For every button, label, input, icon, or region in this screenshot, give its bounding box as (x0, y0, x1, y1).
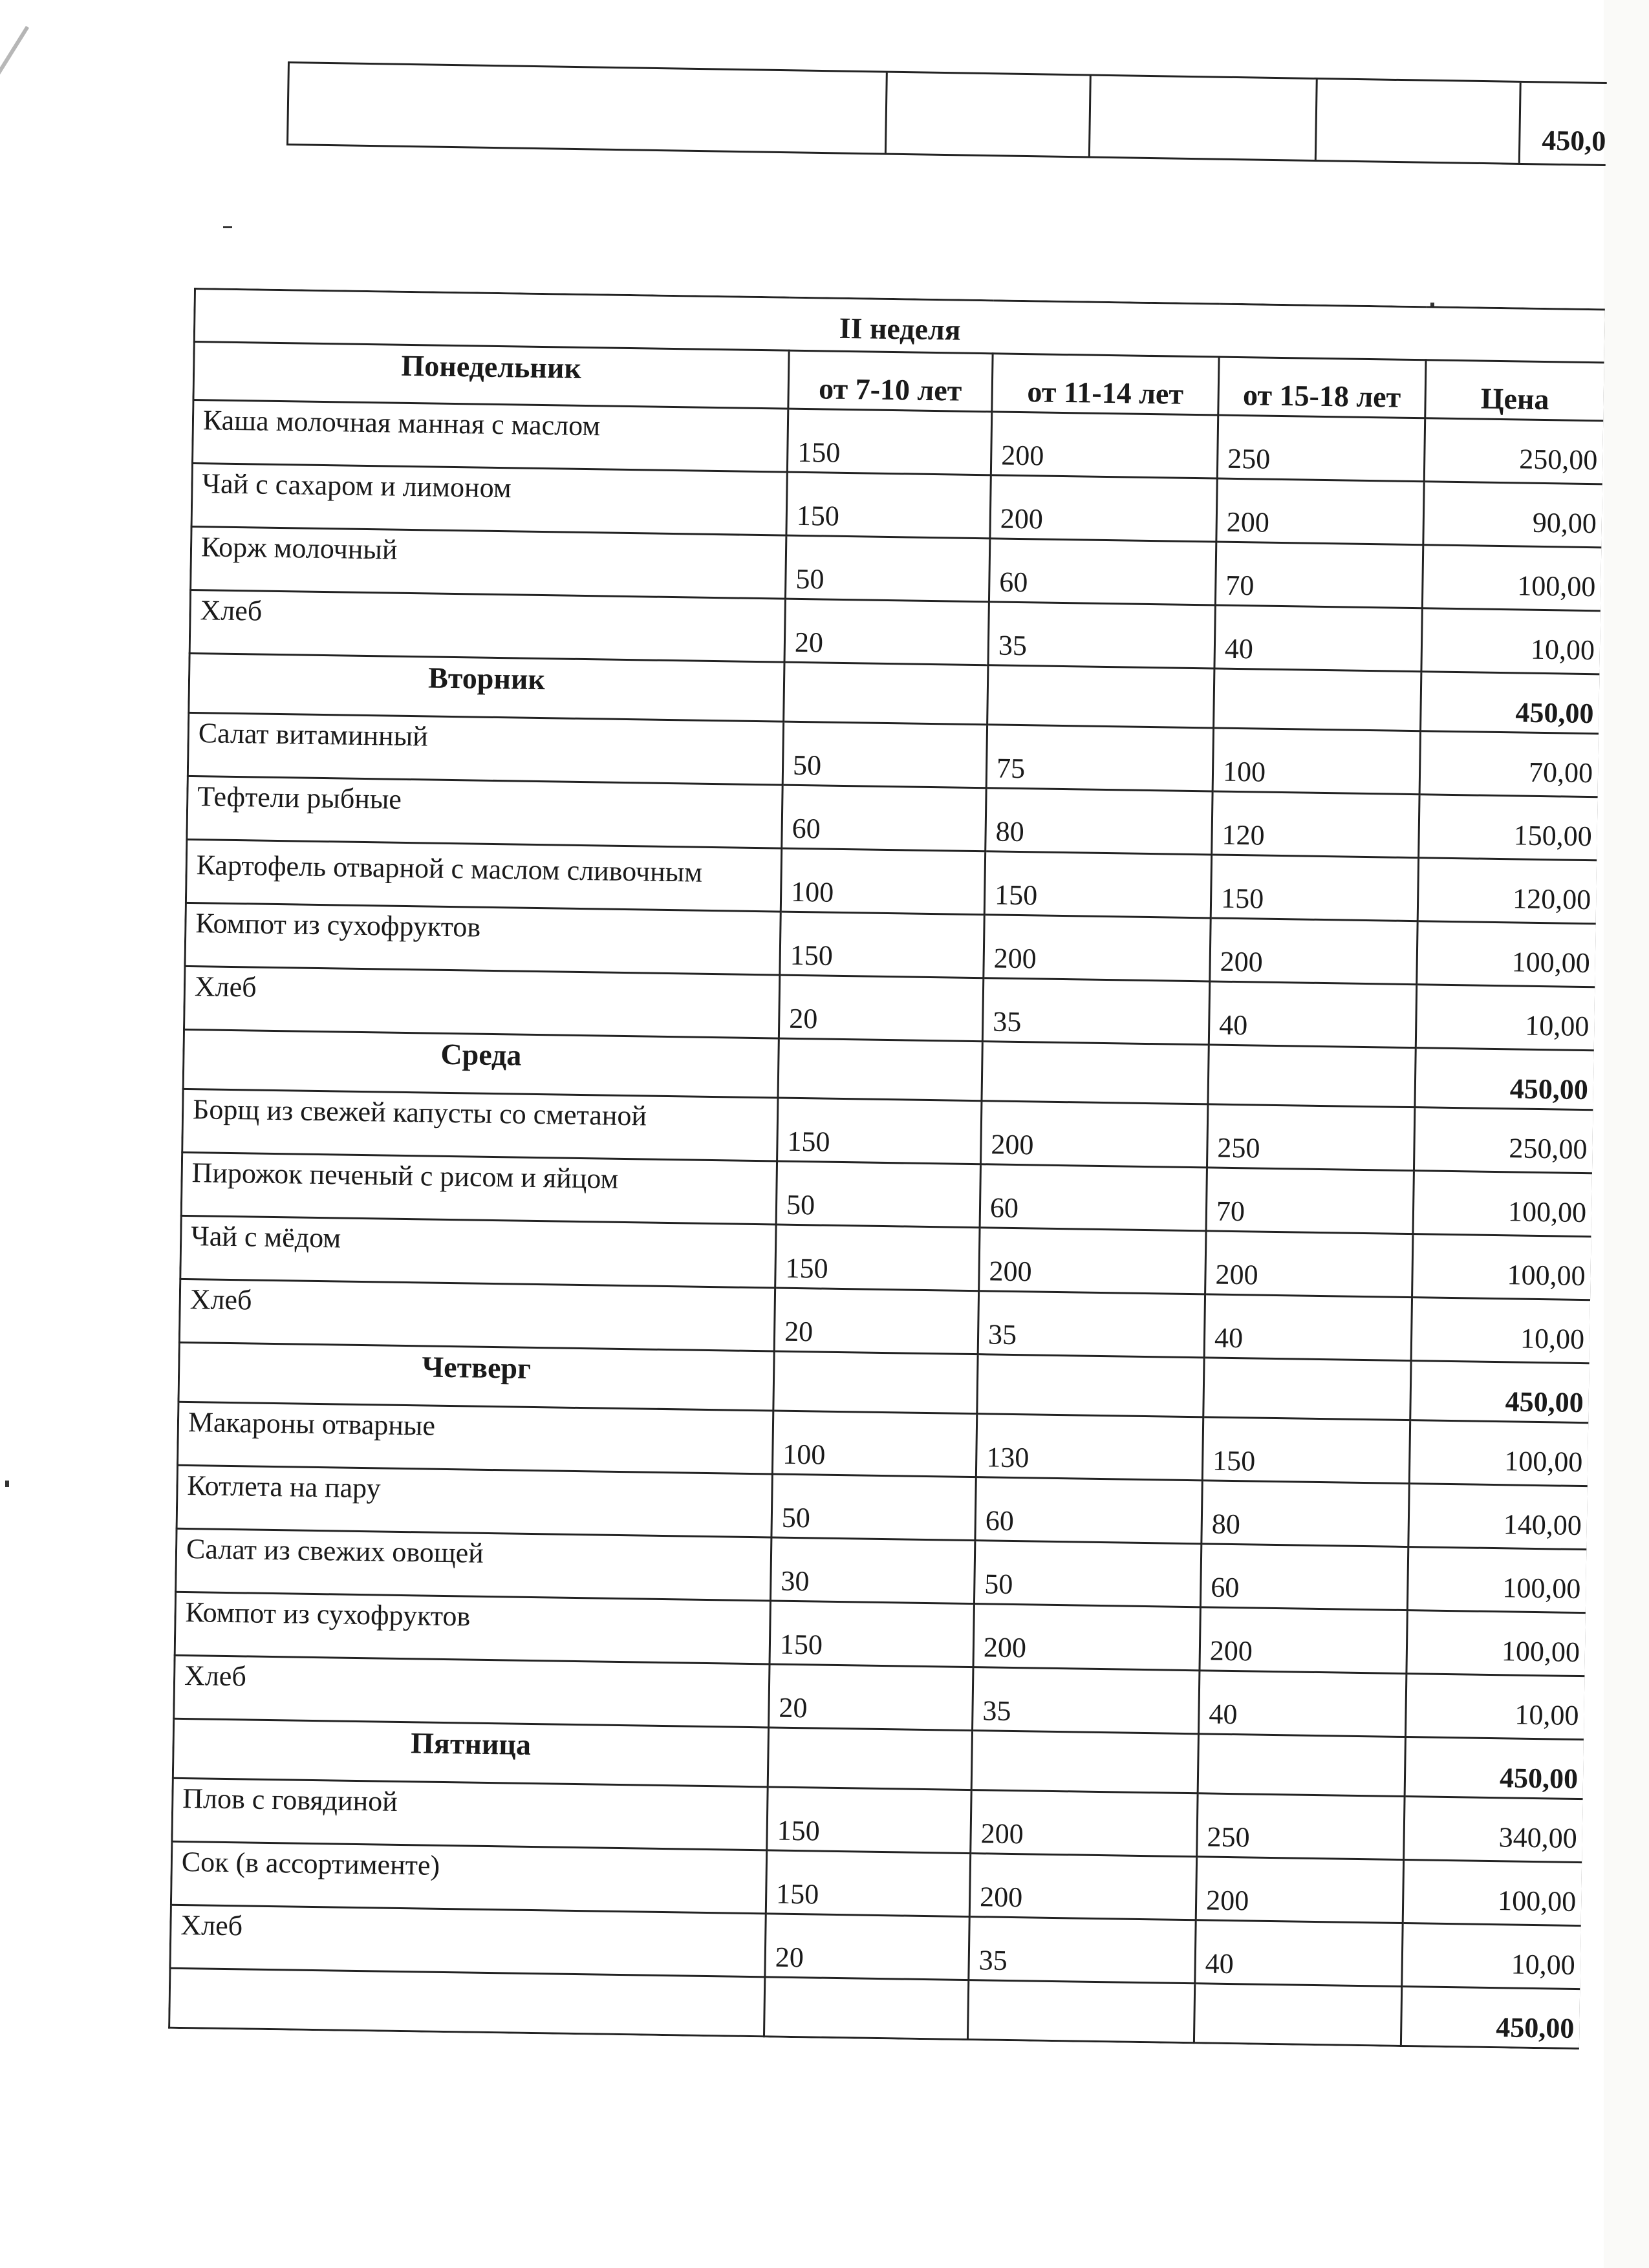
item-price: 100,00 (1403, 1860, 1582, 1926)
portion-15-18: 80 (1202, 1481, 1409, 1547)
portion-11-14: 200 (990, 475, 1217, 542)
portion-15-18: 250 (1217, 415, 1425, 482)
item-price: 100,00 (1422, 545, 1602, 611)
portion-7-10: 50 (771, 1474, 976, 1541)
portion-7-10: 50 (776, 1161, 980, 1228)
dish-name: Чай с мёдом (180, 1215, 776, 1288)
portion-15-18: 70 (1215, 542, 1423, 608)
empty-cell (773, 1351, 978, 1414)
portion-15-18: 200 (1210, 918, 1417, 985)
item-price: 10,00 (1421, 608, 1601, 674)
scan-speck (223, 226, 232, 228)
portion-11-14: 60 (980, 1164, 1207, 1231)
portion-15-18: 200 (1200, 1607, 1407, 1674)
portion-15-18: 40 (1214, 605, 1422, 672)
portion-11-14: 35 (978, 1291, 1205, 1358)
portion-15-18: 200 (1205, 1231, 1413, 1298)
portion-7-10: 20 (774, 1288, 978, 1354)
day-total: 450,00 (1405, 1737, 1584, 1799)
item-price: 150,00 (1419, 795, 1599, 861)
portion-15-18: 150 (1202, 1417, 1410, 1484)
empty-cell (1194, 1984, 1401, 2046)
portion-11-14: 200 (969, 1854, 1196, 1920)
dish-name: Каша молочная манная с маслом (192, 400, 788, 473)
portion-15-18: 250 (1207, 1104, 1414, 1171)
item-price: 10,00 (1402, 1923, 1582, 1989)
day-name: Четверг (178, 1342, 774, 1411)
portion-11-14: 200 (991, 412, 1218, 478)
item-price: 100,00 (1407, 1547, 1587, 1613)
portion-7-10: 20 (765, 1914, 969, 1980)
item-price: 140,00 (1408, 1484, 1588, 1550)
fragment-cell (1090, 76, 1318, 160)
portion-11-14: 35 (988, 602, 1215, 669)
portion-7-10: 30 (770, 1537, 975, 1604)
portion-7-10: 60 (782, 785, 986, 851)
portion-15-18: 40 (1195, 1920, 1403, 1987)
portion-7-10: 150 (767, 1787, 971, 1854)
empty-cell (778, 1038, 982, 1101)
dish-name: Хлеб (174, 1655, 770, 1728)
item-price: 10,00 (1416, 985, 1595, 1051)
portion-11-14: 130 (976, 1414, 1203, 1481)
day-name: Пятница (173, 1718, 768, 1787)
day-name: Вторник (189, 653, 784, 722)
portion-11-14: 35 (973, 1667, 1200, 1734)
portion-11-14: 35 (982, 978, 1209, 1045)
portion-15-18: 200 (1216, 478, 1424, 545)
fragment-total: 450,0 (1541, 124, 1606, 158)
column-header-age-7-10: от 7-10 лет (788, 350, 993, 412)
dish-name: Хлеб (179, 1279, 775, 1351)
portion-7-10: 100 (772, 1411, 976, 1477)
empty-cell (1203, 1358, 1411, 1420)
item-price: 70,00 (1419, 731, 1599, 797)
portion-7-10: 150 (787, 409, 991, 475)
portion-15-18: 40 (1209, 981, 1416, 1048)
menu-table (168, 288, 1605, 2049)
portion-7-10: 150 (775, 1225, 980, 1291)
portion-11-14: 200 (981, 1101, 1208, 1168)
item-price: 10,00 (1411, 1298, 1591, 1364)
portion-11-14: 80 (986, 788, 1212, 855)
portion-11-14: 60 (989, 539, 1216, 605)
portion-15-18: 40 (1204, 1294, 1412, 1361)
empty-cell (784, 662, 988, 725)
menu-table-body (169, 289, 1605, 2049)
empty-cell (764, 1977, 968, 2040)
day-name: Среда (183, 1029, 779, 1098)
dish-name: Салат из свежих овощей (176, 1528, 771, 1601)
day-name: Понедельник (193, 342, 789, 409)
portion-7-10: 50 (785, 535, 989, 602)
portion-7-10: 150 (780, 912, 984, 978)
dish-name: Хлеб (170, 1905, 766, 1977)
item-price: 90,00 (1423, 482, 1603, 548)
dish-name: Корж молочный (191, 526, 786, 599)
dish-name: Плов с говядиной (172, 1778, 768, 1850)
dish-name: Компот из сухофруктов (175, 1592, 770, 1664)
empty-cell (169, 1968, 765, 2037)
portion-11-14: 50 (974, 1541, 1201, 1607)
dish-name: Салат витаминный (188, 712, 783, 785)
portion-11-14: 200 (973, 1604, 1200, 1671)
empty-cell (967, 1980, 1194, 2043)
portion-11-14: 75 (986, 725, 1213, 791)
portion-7-10: 150 (777, 1098, 982, 1164)
dish-name: Хлеб (189, 590, 785, 662)
dish-name: Пирожок печеный с рисом и яйцом (181, 1152, 777, 1225)
portion-7-10: 20 (784, 599, 989, 665)
portion-15-18: 150 (1211, 855, 1418, 921)
dish-name: Тефтели рыбные (187, 776, 782, 848)
scan-speck (5, 1481, 9, 1487)
portion-7-10: 150 (770, 1601, 974, 1667)
dish-name: Хлеб (184, 966, 779, 1038)
item-price: 100,00 (1409, 1420, 1589, 1486)
portion-15-18: 250 (1197, 1793, 1405, 1860)
dish-name: Сок (в ассортименте) (171, 1841, 766, 1914)
fragment-cell (1317, 80, 1522, 163)
portion-15-18: 40 (1198, 1671, 1406, 1737)
fragment-cell (887, 73, 1092, 156)
empty-cell (1208, 1045, 1416, 1107)
item-price: 250,00 (1424, 418, 1604, 484)
portion-7-10: 50 (782, 722, 987, 788)
portion-15-18: 70 (1206, 1168, 1414, 1234)
week-title: II неделя (194, 289, 1604, 363)
item-price: 100,00 (1417, 921, 1597, 987)
dish-name: Компот из сухофруктов (185, 903, 781, 975)
empty-cell (977, 1354, 1204, 1417)
column-header-age-15-18: от 15-18 лет (1218, 357, 1426, 418)
item-price: 120,00 (1417, 858, 1597, 924)
column-header-age-11-14: от 11-14 лет (992, 354, 1219, 415)
empty-cell (1198, 1734, 1405, 1797)
dish-name: Чай с сахаром и лимоном (191, 463, 787, 535)
empty-cell (987, 665, 1214, 728)
dish-name: Котлета на пару (177, 1465, 772, 1537)
menu-table-wrapper (168, 288, 1605, 2049)
portion-11-14: 150 (984, 851, 1211, 918)
empty-cell (982, 1042, 1209, 1104)
portion-11-14: 60 (975, 1477, 1202, 1544)
portion-7-10: 20 (769, 1664, 973, 1731)
day-total: 450,00 (1415, 1048, 1595, 1110)
empty-cell (971, 1731, 1198, 1793)
portion-15-18: 200 (1196, 1857, 1403, 1923)
dish-name: Макароны отварные (177, 1402, 773, 1474)
portion-7-10: 20 (779, 975, 983, 1042)
item-price: 100,00 (1412, 1234, 1592, 1300)
portion-7-10: 150 (786, 472, 991, 539)
empty-cell (1214, 669, 1421, 731)
item-price: 10,00 (1405, 1674, 1585, 1740)
portion-7-10: 100 (781, 848, 985, 915)
portion-11-14: 200 (971, 1790, 1198, 1857)
day-total: 450,00 (1421, 672, 1600, 734)
dish-name: Картофель отварной с маслом сливочным (186, 839, 781, 912)
portion-15-18: 120 (1212, 791, 1419, 858)
portion-11-14: 200 (984, 915, 1211, 981)
item-price: 100,00 (1413, 1171, 1593, 1237)
portion-15-18: 100 (1212, 728, 1420, 795)
dish-name: Борщ из свежей капусты со сметаной (182, 1089, 778, 1161)
portion-7-10: 150 (766, 1850, 970, 1917)
portion-11-14: 200 (979, 1228, 1206, 1294)
item-price: 340,00 (1404, 1797, 1584, 1863)
item-price: 100,00 (1406, 1610, 1586, 1676)
item-price: 250,00 (1414, 1107, 1593, 1173)
portion-11-14: 35 (969, 1917, 1196, 1984)
day-total: 450,00 (1410, 1361, 1590, 1423)
portion-15-18: 60 (1200, 1544, 1408, 1610)
fragment-cell (288, 63, 888, 153)
column-header-price: Цена (1425, 360, 1605, 421)
empty-cell (768, 1728, 972, 1790)
final-total: 450,00 (1401, 1986, 1580, 2048)
